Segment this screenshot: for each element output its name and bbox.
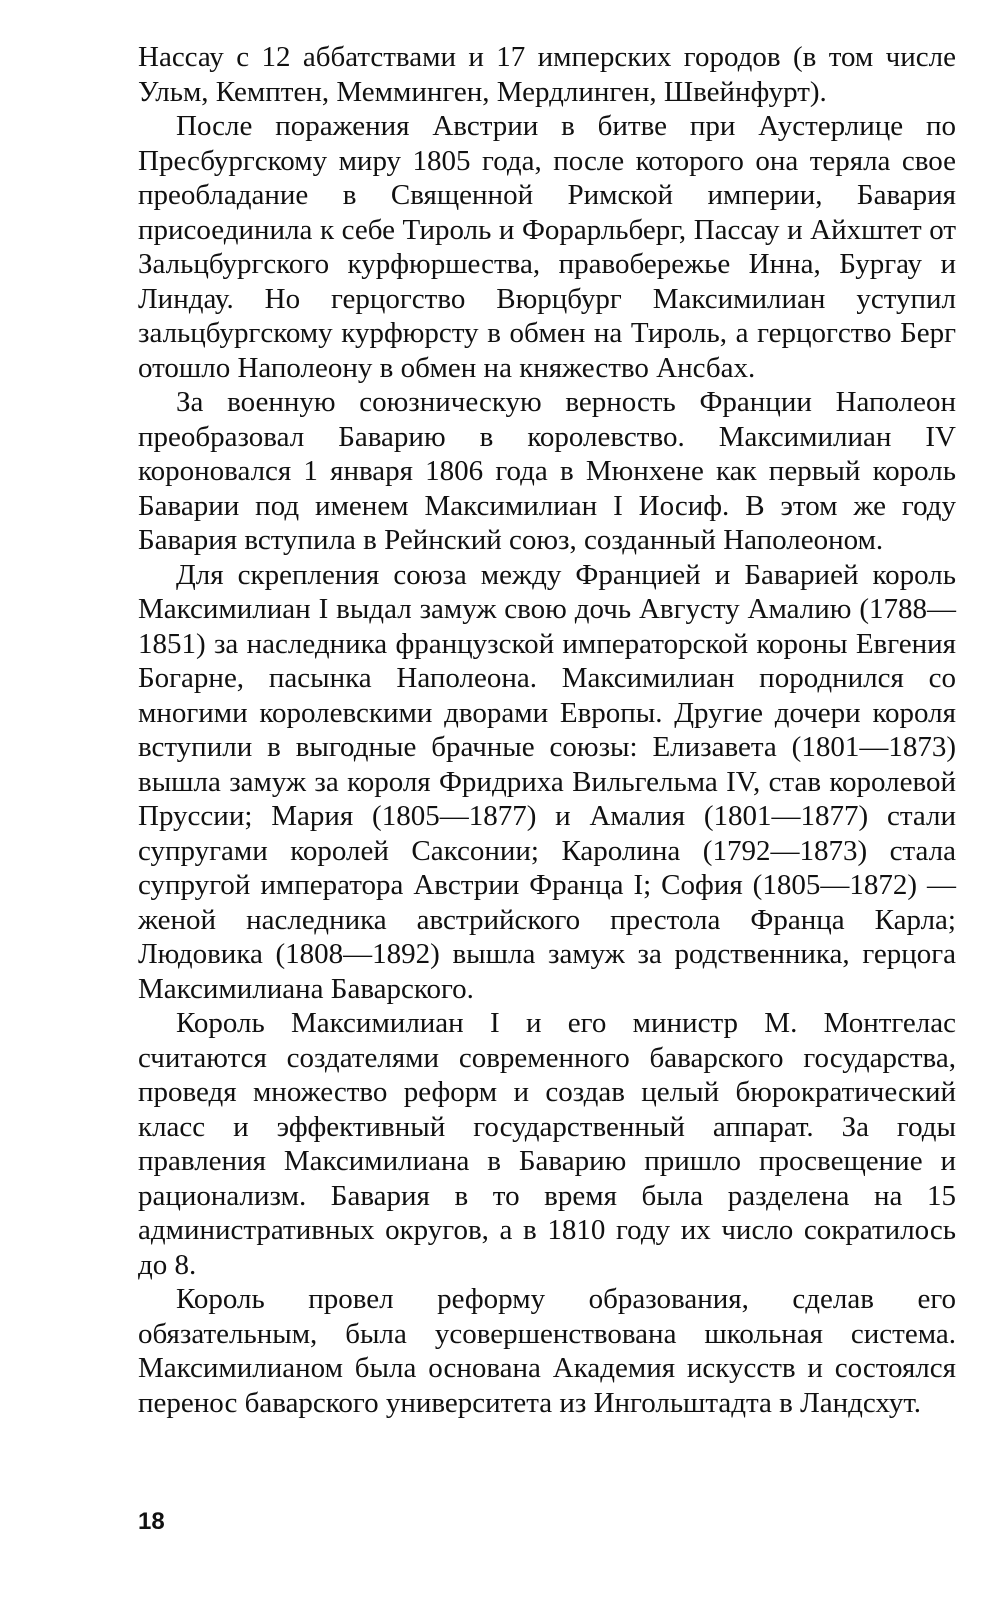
paragraph-2: После поражения Австрии в битве при Аустерлице по Пресбургскому миру 1805 года, после которого она теряла свое преобладание в Священной Римской империи, Бавария присоединила к себе Тироль и Форарльберг, Пассау и Айхштет от Зальцбургского курфюршества, правобережье Инна, Бургау и Линдау. Но герцогство Вюрцбург Максимилиан уступил зальцбургскому курфюрсту в обмен на Тироль, а герцогство Берг отошло Наполеону в обмен на княжество Ансбах. — [138, 110, 956, 384]
paragraph-3: За военную союзническую верность Франции Наполеон преобразовал Баварию в королевство. Максимилиан IV короновался 1 января 1806 года в Мюнхене как первый король Баварии под именем Максимилиан I Иосиф. В этом же году Бавария вступила в Рейнский союз, созданный Наполеоном. — [138, 386, 956, 556]
paragraph-6: Король провел реформу образования, сделав его обязательным, была усовершенствована школьная система. Максимилианом была основана Академия искусств и состоялся перенос баварского университета из Ингольштадта в Ландсхут. — [138, 1283, 956, 1419]
page-number: 18 — [138, 1508, 165, 1535]
paragraph-5: Король Максимилиан I и его министр М. Монтгелас считаются создателями современного баварского государства, проведя множество реформ и создав целый бюрократический класс и эффективный государственный аппарат. За годы правления Максимилиана в Баварию пришло просвещение и рационализм. Бавария в то время была разделена на 15 административных округов, а в 1810 году их число сократилось до 8. — [138, 1007, 956, 1281]
paragraph-4: Для скрепления союза между Францией и Баварией король Максимилиан I выдал замуж свою дочь Августу Амалию (1788—1851) за наследника французской императорской короны Евгения Богарне, пасынка Наполеона. Максимилиан породнился со многими королевскими дворами Европы. Другие дочери короля вступили в выгодные брачные союзы: Елизавета (1801—1873) вышла замуж за короля Фридриха Вильгельма IV, став королевой Пруссии; Мария (1805—1877) и Амалия (1801—1877) стали супругами королей Саксонии; Каролина (1792—1873) стала супругой императора Австрии Франца I; София (1805—1872) — женой наследника австрийского престола Франца Карла; Людовика (1808—1892) вышла замуж за родственника, герцога Максимилиана Баварского. — [138, 558, 956, 1005]
page-body — [138, 40, 956, 1420]
paragraph-1: Нассау с 12 аббатствами и 17 имперских городов (в том числе Ульм, Кемптен, Мемминген, Мердлинген, Швейнфурт). — [138, 41, 956, 108]
